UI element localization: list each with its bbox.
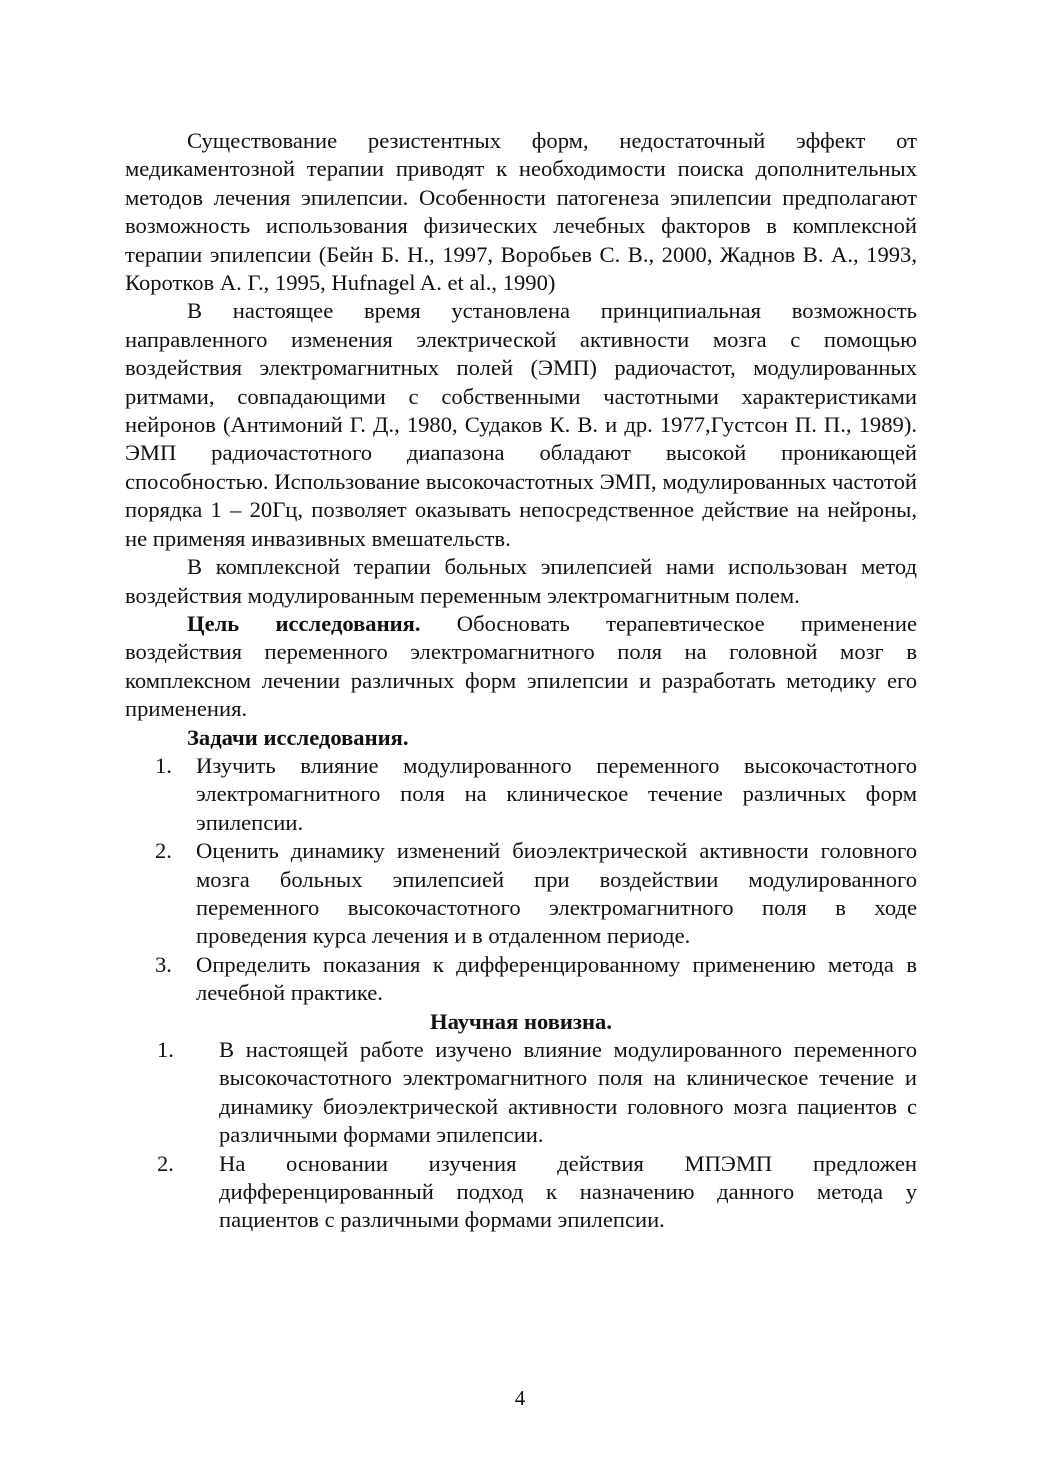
novelty-list	[125, 1036, 917, 1235]
paragraph-research-goal	[125, 610, 917, 724]
list-item	[125, 951, 917, 1008]
list-item-text: Определить показания к дифференцированному применению метода в лечебной практике.	[196, 951, 917, 1006]
page-number: 4	[514, 1386, 526, 1410]
research-goal-text: Обосновать терапевтическое применение воздействия переменного электромагнитного поля на головной мозг в комплексном лечении различных форм эпилепсии и разработать методику его применения.	[125, 610, 917, 722]
list-item-text: На основании изучения действия МПЭМП предложен дифференцированный подход к назначению данного метода у пациентов с различными формами эпилепсии.	[219, 1150, 917, 1233]
list-item-number: 2.	[155, 838, 172, 864]
list-item-text: Изучить влияние модулированного переменного высокочастотного электромагнитного поля на клиническое течение различных форм эпилепсии.	[196, 752, 917, 835]
list-item-number: 1.	[157, 1037, 174, 1062]
list-item-number: 3.	[155, 951, 172, 977]
list-item	[125, 752, 917, 837]
paragraph-method: В комплексной терапии больных эпилепсией нами использован метод воздействия модулированным переменным электромагнитным полем.	[125, 554, 917, 608]
list-item-text: Оценить динамику изменений биоэлектрической активности головного мозга больных эпилепсией при воздействии модулированного переменного высокочастотного электромагнитного поля в ходе проведения курса лечения и в отдаленном периоде.	[196, 838, 917, 949]
research-goal-label: Цель исследования.	[187, 610, 421, 636]
novelty-heading: Научная новизна.	[430, 1008, 612, 1034]
list-item-number: 1.	[155, 752, 172, 778]
list-item	[125, 1150, 917, 1235]
list-item-text: В настоящей работе изучено влияние модулированного переменного высокочастотного электромагнитного поля на клиническое течение и динамику биоэлектрической активности головного мозга пациентов с различными формами эпилепсии.	[219, 1037, 917, 1148]
paragraph-emf-activity: В настоящее время установлена принципиальная возможность направленного изменения электрической активности мозга с помощью воздействия электромагнитных полей (ЭМП) радиочастот, модулированных ритмами, совпадающими с собственными частотными характеристиками нейронов (Антимоний Г. Д., 1980, Судаков К. В. и др. 1977,Густсон П. П., 1989). ЭМП радиочастотного диапазона обладают высокой проникающей способностью. Использование высокочастотных ЭМП, модулированных частотой порядка 1 – 20Гц, позволяет оказывать непосредственное действие на нейроны, не применяя инвазивных вмешательств.	[125, 298, 917, 551]
tasks-heading: Задачи исследования.	[187, 724, 409, 750]
tasks-list	[125, 752, 917, 1008]
paragraph-intro: Существование резистентных форм, недостаточный эффект от медикаментозной терапии приводят к необходимости поиска дополнительных методов лечения эпилепсии. Особенности патогенеза эпилепсии предполагают возможность использования физических лечебных факторов в комплексной терапии эпилепсии (Бейн Б. Н., 1997, Воробьев С. В., 2000, Жаднов В. А., 1993, Коротков А. Г., 1995, Hufnagel A. et al., 1990)	[125, 128, 917, 296]
list-item	[125, 1036, 917, 1150]
document-page	[125, 127, 917, 1235]
list-item-number: 2.	[157, 1150, 174, 1176]
list-item	[125, 837, 917, 951]
